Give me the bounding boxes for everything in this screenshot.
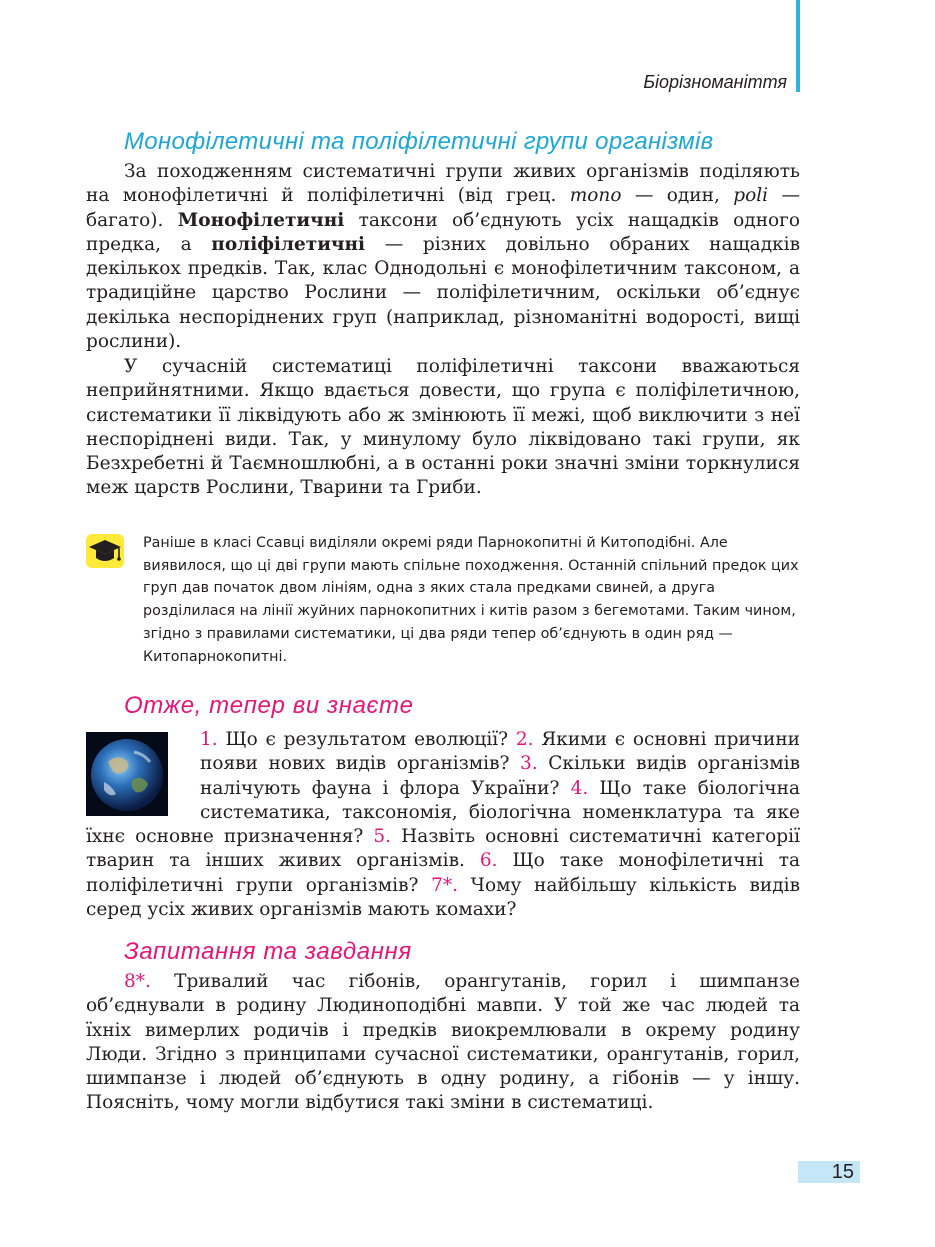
p1-text-d: таксони об’єднують усіх нащадків одного предка, а bbox=[86, 209, 800, 255]
question-text: Що таке біологічна систематика, таксономія, біологічна номенклатура та яке їхнє основне призначення? bbox=[86, 777, 800, 848]
term-mono: mono bbox=[569, 185, 622, 207]
question-text: Що таке монофілетичні та поліфілетичні групи організмів? bbox=[86, 850, 800, 896]
question-number: 6. bbox=[479, 850, 498, 872]
term-monophyletic-bold: Монофілетичні bbox=[177, 209, 345, 231]
p1-text-a: За походженням систематичні групи живих організмів поділяють на монофілетичні й поліфілетичні (від грец. bbox=[86, 161, 800, 207]
p1-text-e: — різних довільно обраних нащадків декількох предків. Так, клас Однодольні є монофілетичним таксоном, а традиційне царство Рослини — поліфілетичним, оскільки об’єднує декілька неспоріднених груп (наприклад, різноманітні водорості, вищі рослини). bbox=[86, 233, 800, 353]
note-text: Раніше в класі Ссавці виділяли окремі ряди Парнокопитні й Китоподібні. Але виявилося, що ці дві групи мають спільне походження. Останній спільний предок цих груп дав початок двом лініям, одна з яких стала предками свиней, а друга розділилася на лінії жуйних парнокопитних і китів разом з бегемотами. Таким чином, згідно з правилами систематики, ці два ряди тепер об’єднують в один ряд — Китопарнокопитні. bbox=[143, 535, 799, 665]
question-text: Скільки видів організмів налічують фауна і флора України? bbox=[200, 753, 800, 799]
question-number: 3. bbox=[520, 753, 538, 775]
graduation-cap-icon bbox=[86, 534, 124, 568]
paragraph-monophyletic-intro bbox=[86, 160, 800, 354]
section-title-questions: Запитання та завдання bbox=[124, 938, 412, 965]
question-number: 1. bbox=[200, 729, 218, 750]
term-poli: poli bbox=[733, 185, 769, 207]
header-rule bbox=[796, 0, 800, 92]
question-number: 5. bbox=[373, 826, 392, 848]
task-text: Тривалий час гібонів, орангутанів, горил і шимпанзе об’єднували в родину Людиноподібні мавпи. У той же час людей та їхніх вимерлих родичів і предків виокремлювали в окрему родину Люди. Згідно з принципами сучасної систематики, орангутанів, горил, шимпанзе і людей об’єднують в одну родину, а гібонів — у іншу. Поясніть, чому могли відбутися такі зміни в систематиці. bbox=[86, 971, 800, 1114]
question-text: Якими є основні причини появи нових видів організмів? bbox=[200, 729, 801, 775]
section-title-summary: Отже, тепер ви знаєте bbox=[124, 692, 414, 719]
section-title-monophyletic: Монофілетичні та поліфілетичні групи організмів bbox=[124, 128, 714, 155]
page-number: 15 bbox=[831, 1161, 854, 1183]
p1-text-c: — багато). bbox=[86, 185, 800, 231]
page-number-box bbox=[798, 1161, 860, 1183]
paragraph-polyphyletic-taxa bbox=[86, 355, 800, 501]
question-number: 4. bbox=[570, 777, 589, 799]
task-paragraph bbox=[86, 970, 800, 1116]
question-text: Чому найбільшу кількість видів серед усіх живих організмів мають комахи? bbox=[86, 874, 800, 921]
task-number: 8*. bbox=[124, 971, 151, 992]
term-polyphyletic-bold: поліфілетичні bbox=[211, 233, 366, 255]
question-text: Що є результатом еволюції? bbox=[217, 729, 516, 750]
summary-questions bbox=[86, 728, 800, 922]
question-number: 2. bbox=[515, 729, 534, 750]
p2-text: У сучасній систематиці поліфілетичні таксони вважаються неприйнятними. Якщо вдається довести, що група є поліфілетичною, систематики її ліквідують або ж змінюють її межі, щоб виключити з неї неспоріднені види. Так, у минулому було ліквідовано такі групи, як Безхребетні й Таємношлюбні, а в останні роки значні зміни торкнулися меж царств Рослини, Тварини та Гриби. bbox=[86, 356, 800, 499]
question-number: 7*. bbox=[431, 874, 458, 896]
question-text: Назвіть основні систематичні категорії тварин та інших живих організмів. bbox=[86, 826, 800, 872]
running-title: Біорізноманіття bbox=[643, 72, 787, 92]
p1-text-b: — один, bbox=[621, 185, 734, 207]
